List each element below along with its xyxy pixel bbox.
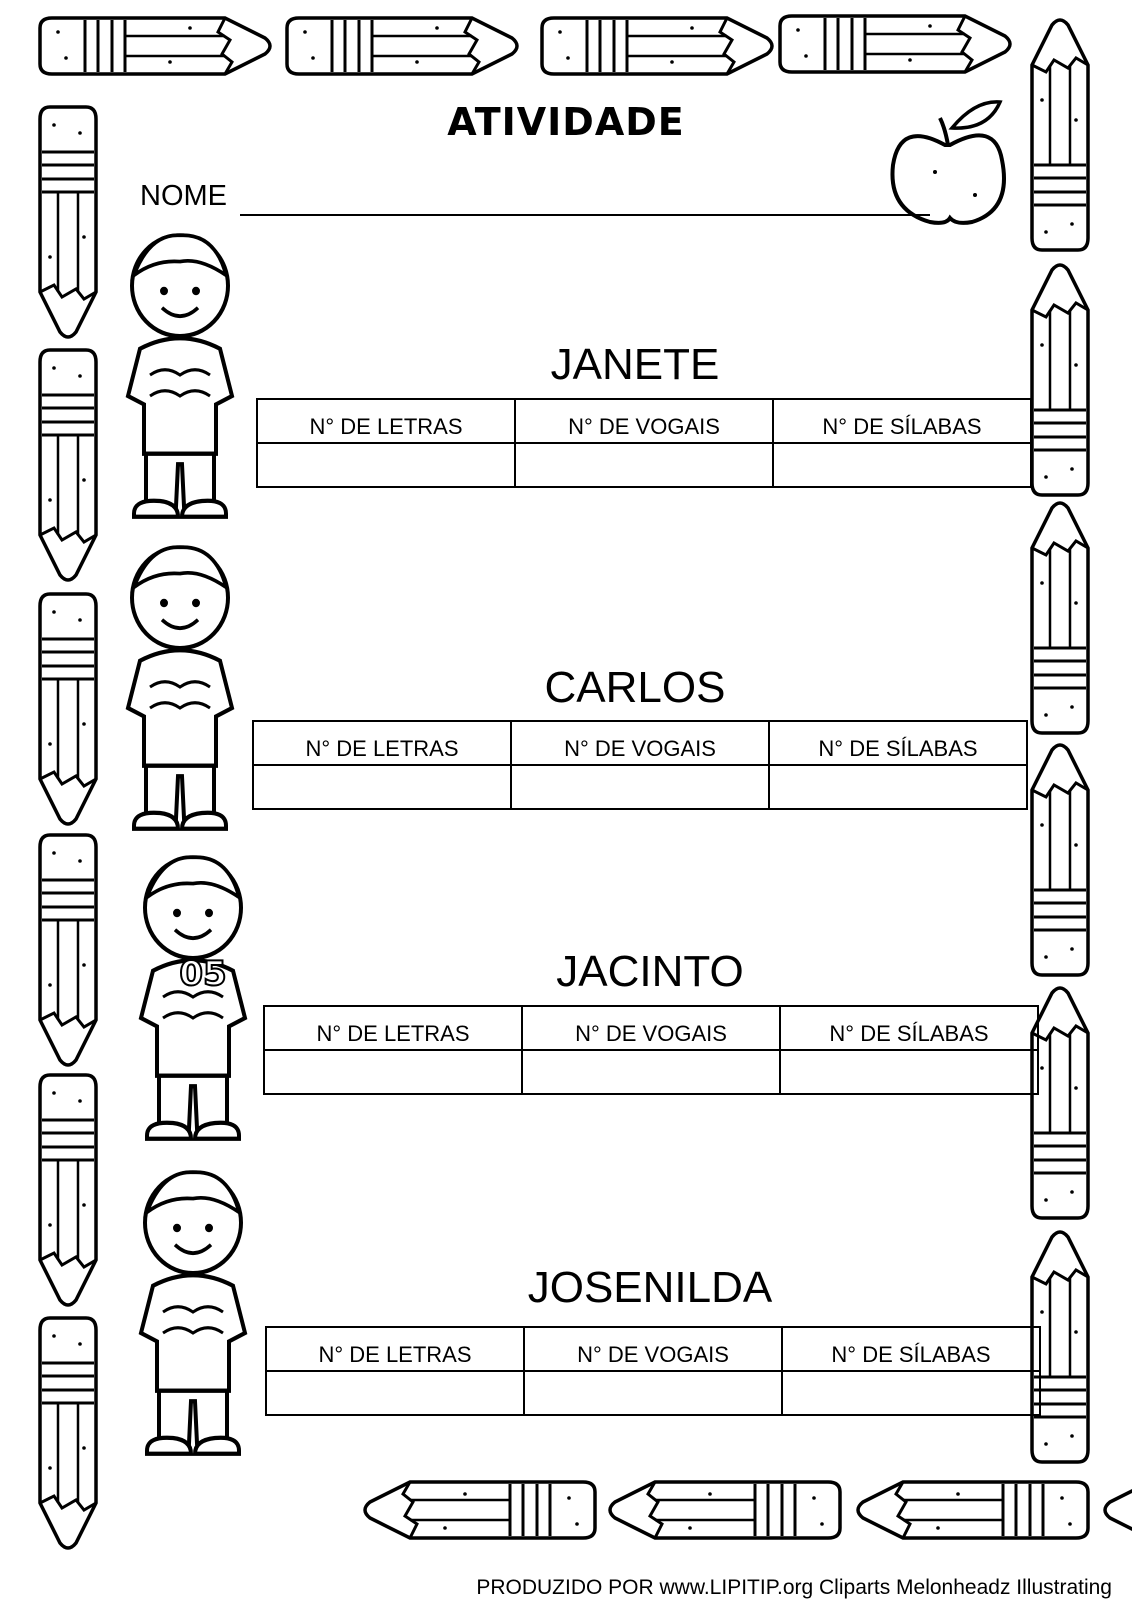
- answer-syllables-cell[interactable]: [782, 1371, 1040, 1415]
- header-letters: N° DE LETRAS: [264, 1006, 522, 1050]
- header-vowels: N° DE VOGAIS: [511, 721, 769, 765]
- table-header-row: [266, 1327, 1040, 1371]
- header-letters: N° DE LETRAS: [253, 721, 511, 765]
- header-syllables: N° DE SÍLABAS: [780, 1006, 1038, 1050]
- answer-syllables-cell[interactable]: [780, 1050, 1038, 1094]
- counts-table: [256, 398, 1032, 488]
- child-illustration: [128, 547, 232, 829]
- table-answer-row: [253, 765, 1027, 809]
- table-header-row: [264, 1006, 1038, 1050]
- nome-label: NOME: [140, 180, 227, 212]
- header-syllables: N° DE SÍLABAS: [773, 399, 1031, 443]
- answer-syllables-cell[interactable]: [769, 765, 1027, 809]
- counts-table: [263, 1005, 1039, 1095]
- child-illustration: [141, 857, 245, 1139]
- answer-letters-cell[interactable]: [253, 765, 511, 809]
- table-answer-row: [264, 1050, 1038, 1094]
- nome-input-line[interactable]: [240, 214, 930, 216]
- header-syllables: N° DE SÍLABAS: [769, 721, 1027, 765]
- answer-letters-cell[interactable]: [264, 1050, 522, 1094]
- child-name: JANETE: [550, 340, 720, 389]
- footer-credit: PRODUZIDO POR www.LIPITIP.org Cliparts Melonheadz Illustrating: [476, 1576, 1112, 1599]
- answer-letters-cell[interactable]: [257, 443, 515, 487]
- header-letters: N° DE LETRAS: [266, 1327, 524, 1371]
- jersey-number: 05: [179, 954, 227, 994]
- table-answer-row: [257, 443, 1031, 487]
- table-header-row: [257, 399, 1031, 443]
- counts-table: [252, 720, 1028, 810]
- child-name: JOSENILDA: [527, 1263, 773, 1312]
- table-header-row: [253, 721, 1027, 765]
- page-title: ATIVIDADE: [447, 100, 685, 144]
- child-name: CARLOS: [544, 663, 726, 712]
- header-vowels: N° DE VOGAIS: [524, 1327, 782, 1371]
- child-name: JACINTO: [556, 947, 744, 996]
- header-vowels: N° DE VOGAIS: [522, 1006, 780, 1050]
- child-illustration: [141, 1172, 245, 1454]
- header-vowels: N° DE VOGAIS: [515, 399, 773, 443]
- answer-vowels-cell[interactable]: [524, 1371, 782, 1415]
- counts-table: [265, 1326, 1041, 1416]
- header-letters: N° DE LETRAS: [257, 399, 515, 443]
- answer-vowels-cell[interactable]: [511, 765, 769, 809]
- answer-syllables-cell[interactable]: [773, 443, 1031, 487]
- answer-letters-cell[interactable]: [266, 1371, 524, 1415]
- header-syllables: N° DE SÍLABAS: [782, 1327, 1040, 1371]
- answer-vowels-cell[interactable]: [515, 443, 773, 487]
- child-illustration: [128, 235, 232, 517]
- table-answer-row: [266, 1371, 1040, 1415]
- answer-vowels-cell[interactable]: [522, 1050, 780, 1094]
